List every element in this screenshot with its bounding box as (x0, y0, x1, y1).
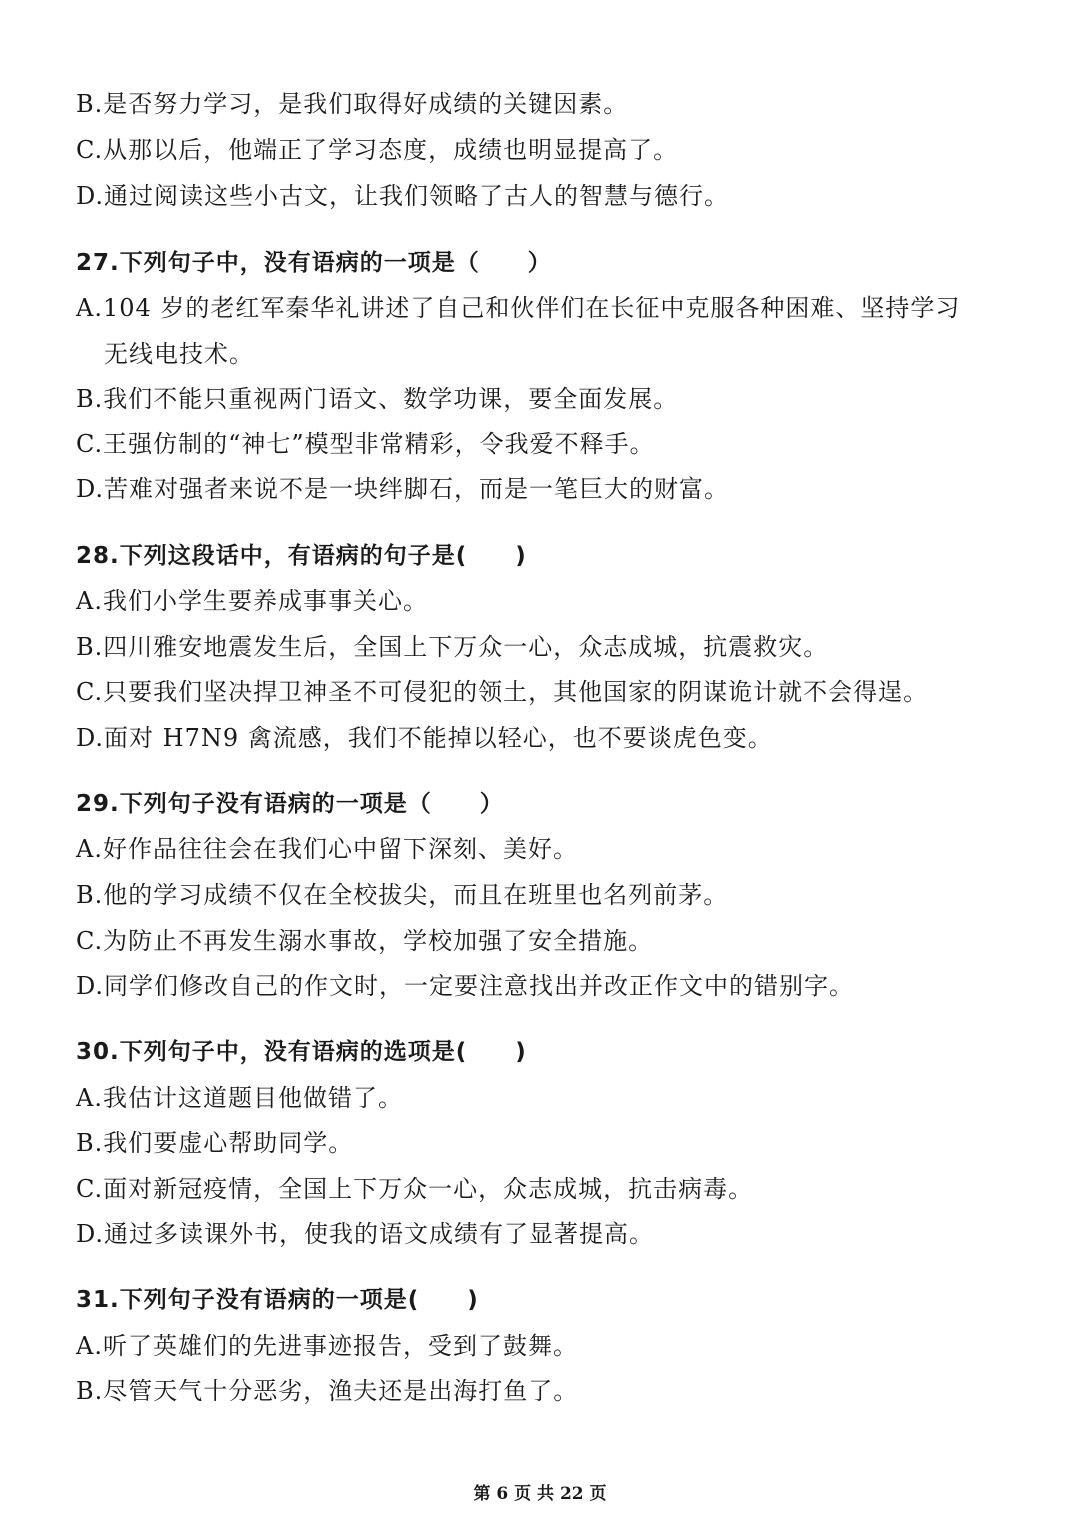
option-text: D.通过多读课外书，使我的语文成绩有了显著提高。 (76, 1220, 655, 1248)
option-text-continuation: 无线电技术。 (104, 340, 254, 368)
question-29-heading: 29.下列句子没有语病的一项是（ ） (76, 791, 504, 817)
option-text: B.是否努力学习，是我们取得好成绩的关键因素。 (76, 90, 629, 118)
question-30-heading: 30.下列句子中，没有语病的选项是( ) (76, 1039, 527, 1065)
option-text: A.听了英雄们的先进事迹报告，受到了鼓舞。 (76, 1332, 578, 1360)
option-text: B.我们不能只重视两门语文、数学功课，要全面发展。 (76, 385, 679, 413)
option-text: C.王强仿制的“神七”模型非常精彩，令我爱不释手。 (76, 430, 655, 458)
option-text: C.面对新冠疫情，全国上下万众一心，众志成城，抗击病毒。 (76, 1175, 754, 1203)
question-27-heading: 27.下列句子中，没有语病的一项是（ ） (76, 250, 552, 276)
option-text: A.好作品往往会在我们心中留下深刻、美好。 (76, 835, 578, 863)
option-text: B.我们要虚心帮助同学。 (76, 1129, 354, 1157)
option-text: A.104 岁的老红军秦华礼讲述了自己和伙伴们在长征中克服各种困难、坚持学习 (76, 294, 961, 322)
question-31-heading: 31.下列句子没有语病的一项是( ) (76, 1287, 479, 1313)
option-text: A.我们小学生要养成事事关心。 (76, 587, 428, 615)
question-28-heading: 28.下列这段话中，有语病的句子是( ) (76, 543, 527, 569)
option-text: B.他的学习成绩不仅在全校拔尖，而且在班里也名列前茅。 (76, 881, 729, 909)
option-text: C.为防止不再发生溺水事故，学校加强了安全措施。 (76, 927, 654, 955)
option-text: D.同学们修改自己的作文时，一定要注意找出并改正作文中的错别字。 (76, 972, 855, 1000)
option-text: A.我估计这道题目他做错了。 (76, 1084, 403, 1112)
option-text: B.尽管天气十分恶劣，渔夫还是出海打鱼了。 (76, 1377, 579, 1405)
option-text: D.面对 H7N9 禽流感，我们不能掉以轻心，也不要谈虎色变。 (76, 724, 773, 752)
option-text: D.通过阅读这些小古文，让我们领略了古人的智慧与德行。 (76, 182, 730, 210)
option-text: D.苦难对强者来说不是一块绊脚石，而是一笔巨大的财富。 (76, 475, 730, 503)
option-text: C.只要我们坚决捍卫神圣不可侵犯的领土，其他国家的阴谋诡计就不会得逞。 (76, 678, 929, 706)
page-number-footer: 第 6 页 共 22 页 (473, 1484, 607, 1504)
option-text: C.从那以后，他端正了学习态度，成绩也明显提高了。 (76, 136, 679, 164)
option-text: B.四川雅安地震发生后，全国上下万众一心，众志成城，抗震救灾。 (76, 633, 829, 661)
